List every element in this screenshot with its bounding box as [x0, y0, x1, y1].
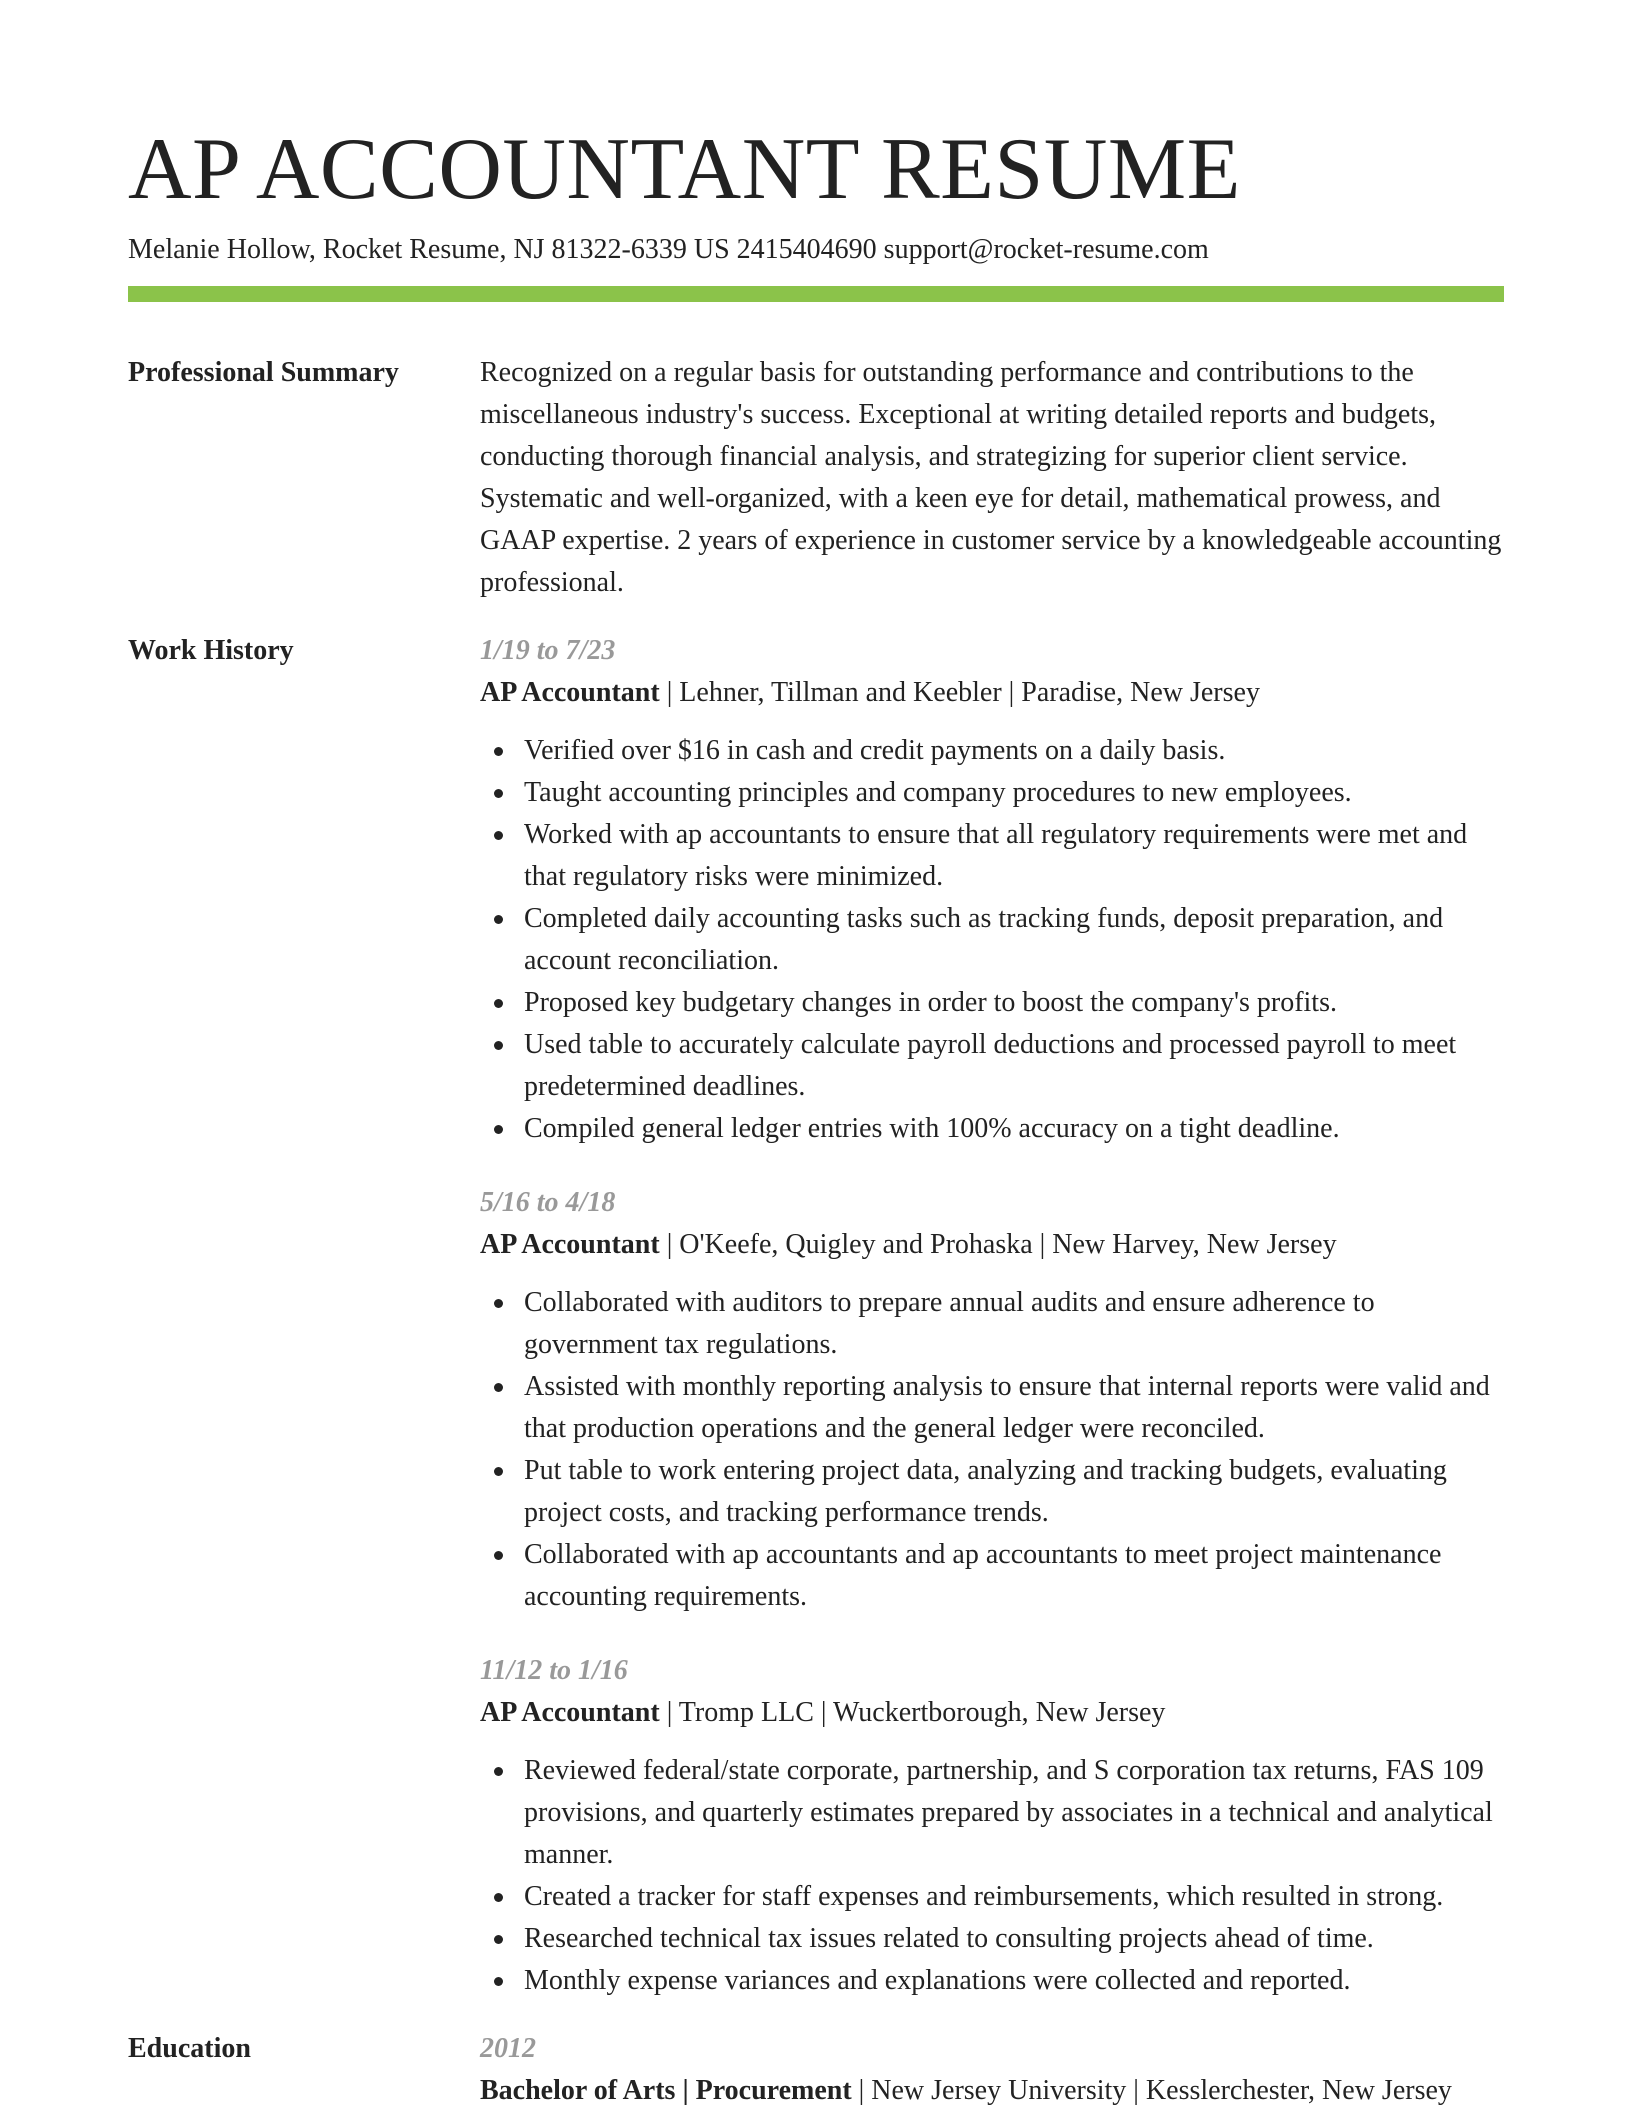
- education-list: [480, 2028, 1504, 2112]
- job-bullet: Completed daily accounting tasks such as tracking funds, deposit preparation, and account reconciliation.: [524, 898, 1504, 982]
- job-bullet: Created a tracker for staff expenses and reimbursements, which resulted in strong.: [524, 1876, 1504, 1918]
- job-bullet: Compiled general ledger entries with 100% accuracy on a tight deadline.: [524, 1108, 1504, 1150]
- job-bullet: Collaborated with auditors to prepare annual audits and ensure adherence to government tax regulations.: [524, 1282, 1504, 1366]
- job-dates: 1/19 to 7/23: [480, 635, 616, 666]
- section-label-work-history: Work History: [128, 635, 294, 666]
- summary-text: Recognized on a regular basis for outstanding performance and contributions to the miscellaneous industry's success. Exceptional at writing detailed reports and budgets, conducting thorough financial analysis, and strategizing for superior client service. Systematic and well-organized, with a keen eye for detail, mathematical prowess, and GAAP expertise. 2 years of experience in customer service by a knowledgeable accounting professional.: [480, 357, 1502, 598]
- job-bullet: Assisted with monthly reporting analysis to ensure that internal reports were valid and that production operations and the general ledger were reconciled.: [524, 1366, 1504, 1450]
- job-dates: 5/16 to 4/18: [480, 1187, 616, 1218]
- job-bullet: Verified over $16 in cash and credit payments on a daily basis.: [524, 730, 1504, 772]
- job-title: AP Accountant: [480, 1697, 660, 1728]
- job-bullet-list: [480, 1282, 1504, 1618]
- work-history-section: [128, 630, 1504, 2002]
- job-bullet: Taught accounting principles and company procedures to new employees.: [524, 772, 1504, 814]
- job-bullet: Reviewed federal/state corporate, partnership, and S corporation tax returns, FAS 109 provisions, and quarterly estimates prepared by associates in a technical and analytical manner.: [524, 1750, 1504, 1876]
- job-role-line: [480, 672, 1504, 714]
- job-employer-location: | Tromp LLC | Wuckertborough, New Jersey: [659, 1697, 1166, 1728]
- job-title: AP Accountant: [480, 1229, 660, 1260]
- education-school-location: | New Jersey University | Kesslerchester, New Jersey: [851, 2075, 1452, 2106]
- job-entry: [480, 1182, 1504, 1618]
- job-employer-location: | O'Keefe, Quigley and Prohaska | New Harvey, New Jersey: [659, 1229, 1337, 1260]
- job-bullet: Put table to work entering project data, analyzing and tracking budgets, evaluating project costs, and tracking performance trends.: [524, 1450, 1504, 1534]
- accent-divider: [128, 286, 1504, 302]
- education-degree: Bachelor of Arts | Procurement: [480, 2075, 852, 2106]
- section-label-education: Education: [128, 2033, 251, 2064]
- job-dates: 11/12 to 1/16: [480, 1655, 628, 1686]
- job-bullet: Proposed key budgetary changes in order to boost the company's profits.: [524, 982, 1504, 1024]
- professional-summary-section: [128, 352, 1504, 604]
- job-bullet-list: [480, 1750, 1504, 2002]
- education-degree-line: [480, 2070, 1504, 2112]
- resume-page: [128, 120, 1504, 2112]
- job-role-line: [480, 1224, 1504, 1266]
- job-entry: [480, 630, 1504, 1150]
- job-bullet: Used table to accurately calculate payroll deductions and processed payroll to meet predetermined deadlines.: [524, 1024, 1504, 1108]
- work-history-list: [480, 630, 1504, 2002]
- job-bullet: Worked with ap accountants to ensure that all regulatory requirements were met and that regulatory risks were minimized.: [524, 814, 1504, 898]
- resume-title: AP ACCOUNTANT RESUME: [128, 121, 1241, 218]
- job-bullet: Monthly expense variances and explanations were collected and reported.: [524, 1960, 1504, 2002]
- job-role-line: [480, 1692, 1504, 1734]
- job-bullet: Researched technical tax issues related to consulting projects ahead of time.: [524, 1918, 1504, 1960]
- education-year: 2012: [480, 2033, 536, 2064]
- section-label-summary: Professional Summary: [128, 357, 399, 388]
- job-employer-location: | Lehner, Tillman and Keebler | Paradise, New Jersey: [659, 677, 1260, 708]
- education-section: [128, 2028, 1504, 2112]
- contact-line: Melanie Hollow, Rocket Resume, NJ 81322-6339 US 2415404690 support@rocket-resume.com: [128, 234, 1209, 265]
- job-title: AP Accountant: [480, 677, 660, 708]
- job-bullet: Collaborated with ap accountants and ap accountants to meet project maintenance accounting requirements.: [524, 1534, 1504, 1618]
- job-bullet-list: [480, 730, 1504, 1150]
- job-entry: [480, 1650, 1504, 2002]
